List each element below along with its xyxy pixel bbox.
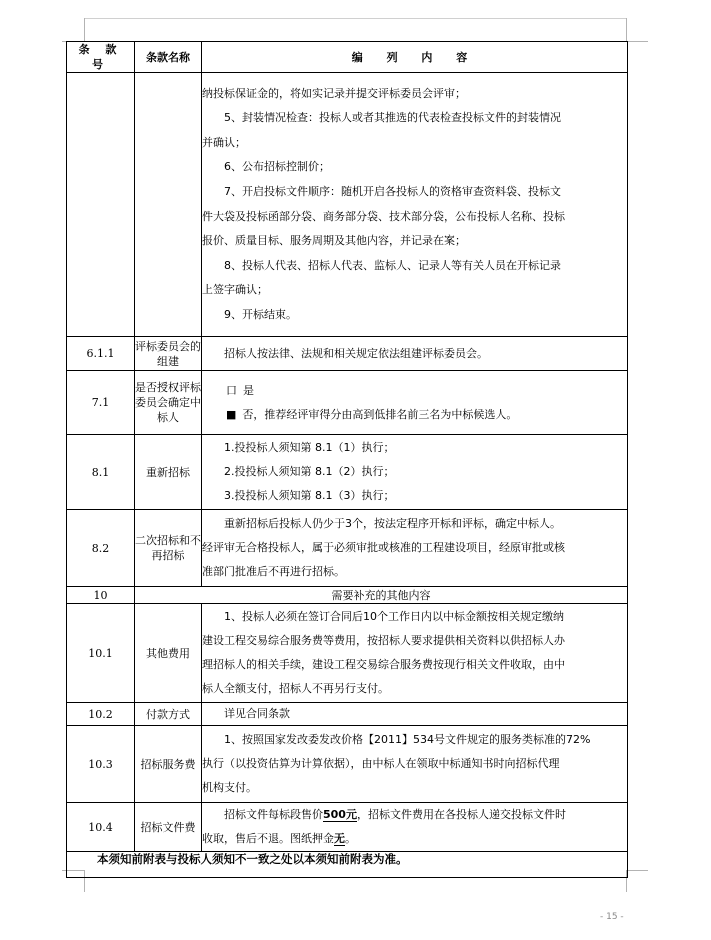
clause-number-cell: 7.1 <box>67 371 135 435</box>
text-segment: 收取，售后不退。图纸押金 <box>202 832 334 845</box>
content-line: 经评审无合格投标人，属于必须审批或核准的工程建设项目，经原审批或核 <box>202 541 565 554</box>
crop-mark <box>626 18 627 41</box>
content-line: 准部门批准后不再进行招标。 <box>202 565 345 578</box>
content-line: 1.投投标人须知第 8.1（1）执行； <box>224 441 395 454</box>
content-line: 上签字确认； <box>202 283 268 297</box>
content-line: 详见合同条款 <box>224 707 290 720</box>
clause-name-cell: 付款方式 <box>135 703 202 726</box>
section-heading-cell: 需要补充的其他内容 <box>135 587 628 604</box>
price-value: 500元 <box>323 808 357 821</box>
clause-name-cell: 评标委员会的组建 <box>135 337 202 371</box>
crop-mark <box>626 870 648 871</box>
header-clause-name: 条款名称 <box>135 42 202 73</box>
option-no <box>202 403 627 427</box>
clause-content-cell <box>202 371 628 435</box>
option-label: 是 <box>243 383 254 397</box>
crop-mark <box>84 18 85 41</box>
table-header-row <box>67 42 628 73</box>
content-line: 8、投标人代表、招标人代表、监标人、记录人等有关人员在开标记录 <box>224 258 561 272</box>
header-content: 编 列 内 容 <box>202 42 628 73</box>
page-top-rule <box>84 18 626 19</box>
clause-content-cell <box>202 73 628 337</box>
content-line: 1、投标人必须在签订合同后10个工作日内以中标金额按相关规定缴纳 <box>224 610 564 623</box>
content-line: 6、公布招标控制价； <box>224 160 330 174</box>
deposit-value: 无 <box>334 832 345 845</box>
table-row <box>67 803 628 852</box>
table-row <box>67 510 628 587</box>
clause-name-cell: 招标文件费 <box>135 803 202 852</box>
header-clause-number: 条 款 号 <box>67 42 135 73</box>
clause-name-cell <box>135 73 202 337</box>
content-line: 纳投标保证金的，将如实记录并提交评标委员会评审； <box>202 86 466 100</box>
crop-mark <box>626 41 648 42</box>
clause-number-cell: 8.2 <box>67 510 135 587</box>
content-line: 3.投投标人须知第 8.1（3）执行； <box>224 489 395 502</box>
content-line: 重新招标后投标人仍少于3个，按法定程序开标和评标，确定中标人。 <box>224 517 561 530</box>
bidder-instructions-table <box>66 41 628 878</box>
text-segment: ，招标文件费用在各投标人递交投标文件时 <box>356 808 566 821</box>
clause-name-cell: 是否授权评标委员会确定中标人 <box>135 371 202 435</box>
page-number: - 15 - <box>600 912 624 922</box>
content-line <box>202 827 627 851</box>
clause-number-cell: 10.3 <box>67 726 135 803</box>
table-row <box>67 726 628 803</box>
content-line: 执行（以投资估算为计算依据），由中标人在领取中标通知书时向招标代理 <box>202 757 560 770</box>
content-line: 标人全额支付，招标人不再另行支付。 <box>202 682 389 695</box>
clause-content-cell <box>202 337 628 371</box>
table-row <box>67 604 628 703</box>
content-line: 建设工程交易综合服务费等费用，按招标人要求提供相关资料以供招标人办 <box>202 634 565 647</box>
table-row <box>67 73 628 337</box>
clause-name-cell: 招标服务费 <box>135 726 202 803</box>
content-line: 报价、质量目标、服务周期及其他内容，并记录在案； <box>202 234 466 248</box>
text-segment: 招标文件每标段售价 <box>224 808 323 821</box>
empty-checkbox-icon: 口 <box>226 383 237 397</box>
text-segment: 。 <box>345 832 356 845</box>
content-line: 7、开启投标文件顺序：随机开启各投标人的资格审查资料袋、投标文 <box>224 184 561 198</box>
clause-number-cell: 6.1.1 <box>67 337 135 371</box>
content-line: 并确认； <box>202 135 246 149</box>
clause-content-cell <box>202 726 628 803</box>
table-row <box>67 371 628 435</box>
clause-number-cell: 10 <box>67 587 135 604</box>
table-row <box>67 337 628 371</box>
clause-name-cell: 其他费用 <box>135 604 202 703</box>
clause-number-cell: 10.4 <box>67 803 135 852</box>
clause-content-cell <box>202 803 628 852</box>
content-line: 9、开标结束。 <box>224 307 297 321</box>
clause-content-cell <box>202 435 628 510</box>
content-line: 2.投投标人须知第 8.1（2）执行； <box>224 465 395 478</box>
content-line: 件大袋及投标函部分袋、商务部分袋、技术部分袋，公布投标人名称、投标 <box>202 209 565 223</box>
clause-content-cell <box>202 703 628 726</box>
clause-number-cell <box>67 73 135 337</box>
clause-content-cell <box>202 510 628 587</box>
content-line <box>202 803 627 827</box>
table-row <box>67 435 628 510</box>
content-line: 招标人按法律、法规和相关规定依法组建评标委员会。 <box>224 346 488 360</box>
content-line: 理招标人的相关手续，建设工程交易综合服务费按现行相关文件收取，由中 <box>202 658 565 671</box>
table-row <box>67 852 628 878</box>
filled-checkbox-icon: ■ <box>226 407 237 421</box>
clause-content-cell <box>202 604 628 703</box>
clause-number-cell: 10.1 <box>67 604 135 703</box>
footer-note: 本须知前附表与投标人须知不一致之处以本须知前附表为准。 <box>67 852 628 878</box>
clause-number-cell: 10.2 <box>67 703 135 726</box>
option-label: 否，推荐经评审得分由高到低排名前三名为中标候选人。 <box>242 407 518 421</box>
clause-name-cell: 重新招标 <box>135 435 202 510</box>
clause-name-cell: 二次招标和不再招标 <box>135 510 202 587</box>
content-line: 5、封装情况检查：投标人或者其推选的代表检查投标文件的封装情况 <box>224 111 561 125</box>
table-row <box>67 703 628 726</box>
content-line: 机构支付。 <box>202 781 257 794</box>
content-line: 1、按照国家发改委发改价格【2011】534号文件规定的服务类标准的72% <box>224 733 591 746</box>
clause-number-cell: 8.1 <box>67 435 135 510</box>
option-yes <box>202 379 627 403</box>
table-row <box>67 587 628 604</box>
